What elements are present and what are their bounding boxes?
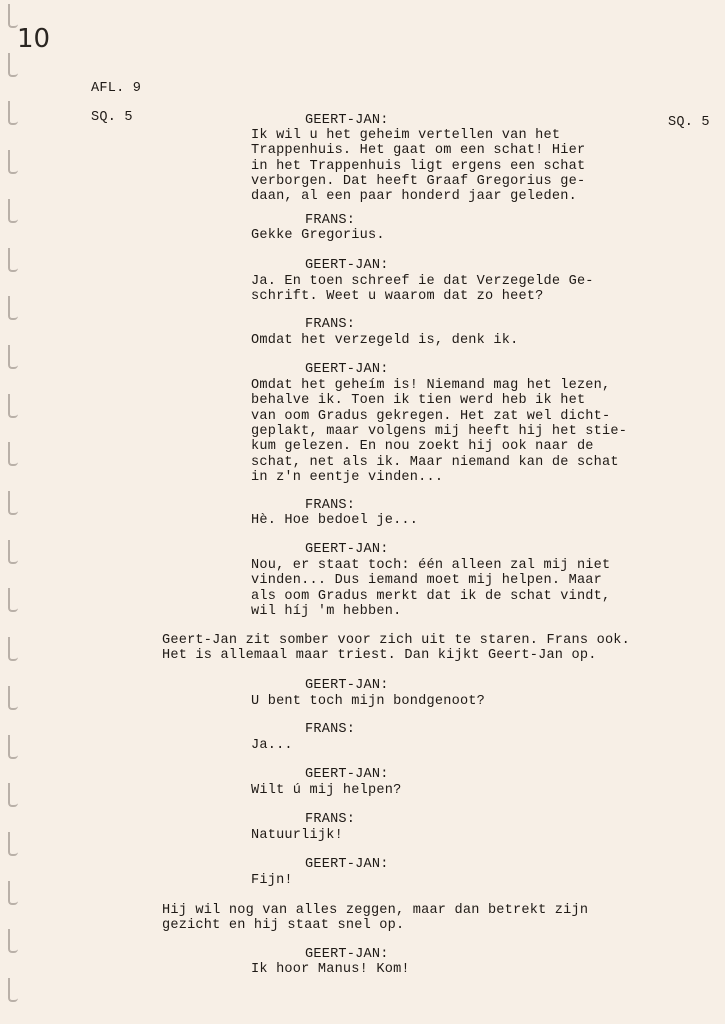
character-cue: GEERT-JAN: [305,857,389,872]
binder-hole [8,832,18,856]
action-line: Geert-Jan zit somber voor zich uit te staren. Frans ook. [162,633,631,648]
binder-hole [8,53,18,77]
character-cue: FRANS: [305,722,356,737]
binder-hole [8,296,18,320]
scene-label-left: SQ. 5 [91,110,133,125]
binder-hole [8,978,18,1002]
dialogue-line: Ik wil u het geheim vertellen van het [251,128,561,143]
character-cue: FRANS: [305,317,356,332]
character-cue: GEERT-JAN: [305,947,389,962]
dialogue-line: als oom Gradus merkt dat ik de schat vindt, [251,588,611,604]
character-cue: GEERT-JAN: [305,678,389,693]
dialogue-line: Fijn! [251,873,293,888]
dialogue-line: Natuurlijk! [251,828,343,843]
dialogue-line: in het Trappenhuis ligt ergens een schat [251,158,586,174]
dialogue-line: Nou, er staat toch: één alleen zal mij niet [251,558,611,573]
binder-hole [8,150,18,174]
character-cue: FRANS: [305,213,356,228]
binder-hole [8,394,18,418]
dialogue-line: Omdat het geheím is! Niemand mag het lezen, [251,378,611,393]
dialogue-line: schat, net als ik. Maar niemand kan de schat [251,454,619,470]
dialogue-line: daan, al een paar honderd jaar geleden. [251,189,577,205]
dialogue-line: Omdat het verzegeld is, denk ik. [251,333,519,348]
dialogue-line: U bent toch mijn bondgenoot? [251,694,486,709]
binder-hole [8,101,18,125]
binder-hole [8,248,18,272]
character-cue: GEERT-JAN: [305,362,389,377]
character-cue: GEERT-JAN: [305,767,389,782]
dialogue-line: schrift. Weet u waarom dat zo heet? [251,289,544,305]
binder-hole [8,588,18,612]
binder-hole [8,735,18,759]
dialogue-line: verborgen. Dat heeft Graaf Gregorius ge- [251,173,586,189]
dialogue-line: wil híj 'm hebben. [251,603,402,619]
character-cue: FRANS: [305,498,356,513]
character-cue: GEERT-JAN: [305,258,389,273]
dialogue-line: vinden... Dus iemand moet mij helpen. Maar [251,573,603,589]
character-cue: GEERT-JAN: [305,542,389,557]
dialogue-line: Wilt ú mij helpen? [251,783,402,798]
dialogue-line: behalve ik. Toen ik tien werd heb ik het [251,393,586,409]
action-line: gezicht en hij staat snel op. [162,918,405,934]
dialogue-line: Ik hoor Manus! Kom! [251,962,410,977]
binder-hole [8,491,18,515]
dialogue-line: kum gelezen. En nou zoekt hij ook naar de [251,439,594,455]
binder-hole [8,540,18,564]
binder-hole [8,929,18,953]
episode-label: AFL. 9 [91,81,142,96]
binder-holes [6,0,26,1024]
dialogue-line: Trappenhuis. Het gaat om een schat! Hier [251,143,586,159]
scene-label-right: SQ. 5 [668,115,710,130]
character-cue: GEERT-JAN: [305,113,389,128]
binder-hole [8,199,18,223]
binder-hole [8,345,18,369]
dialogue-line: geplakt, maar volgens mij heeft hij het stie- [251,423,628,439]
binder-hole [8,686,18,710]
binder-hole [8,637,18,661]
binder-hole [8,783,18,807]
binder-hole [8,442,18,466]
dialogue-line: Gekke Gregorius. [251,228,385,243]
dialogue-line: van oom Gradus gekregen. Het zat wel dicht- [251,408,611,424]
dialogue-line: in z'n eentje vinden... [251,469,444,485]
dialogue-line: Ja. En toen schreef ie dat Verzegelde Ge- [251,274,594,289]
dialogue-line: Hè. Hoe bedoel je... [251,513,419,528]
character-cue: FRANS: [305,812,356,827]
page-number: 10 [17,24,51,54]
action-line: Hij wil nog van alles zeggen, maar dan betrekt zijn [162,903,589,918]
dialogue-line: Ja... [251,738,293,753]
binder-hole [8,881,18,905]
action-line: Het is allemaal maar triest. Dan kijkt Geert-Jan op. [162,648,597,664]
